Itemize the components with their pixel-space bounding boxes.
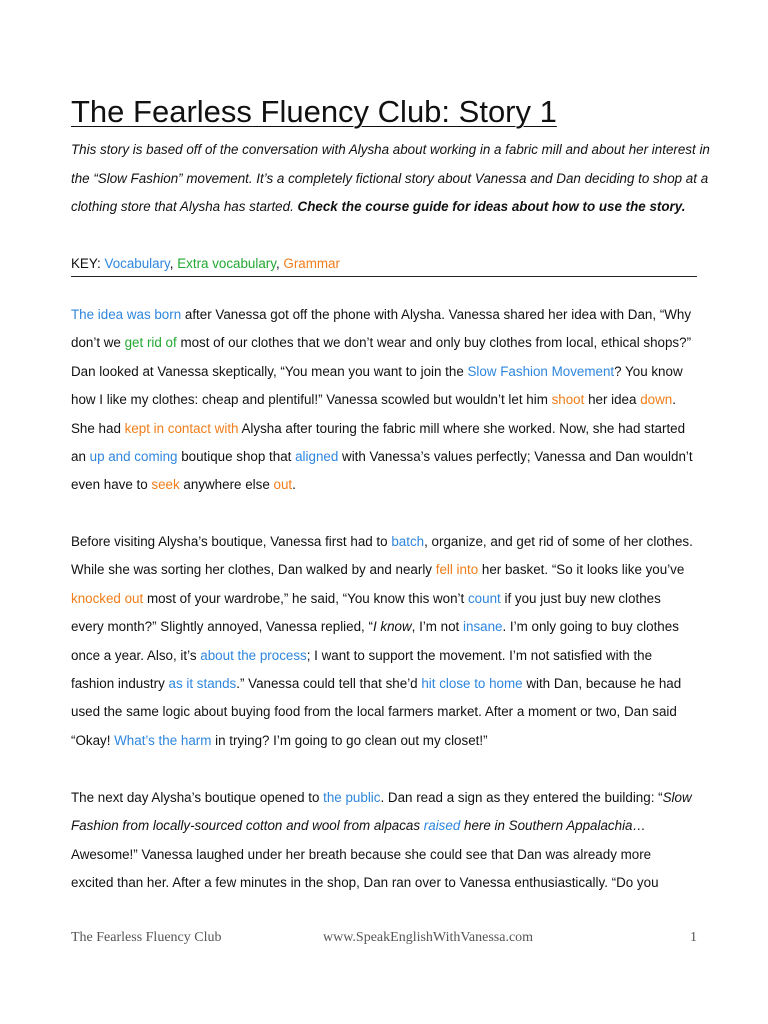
story-paragraph-1 — [71, 301, 697, 500]
story-text: . Dan read a sign as they entered the building: “ — [380, 790, 663, 805]
vocabulary-term: about the process — [200, 647, 307, 663]
italic-text: Slow Fashion from locally-sourced cotton and wool from alpacas — [71, 790, 692, 834]
vocabulary-term: batch — [391, 534, 425, 549]
story-text: , organize, and get rid of some of her clothes. While she was sorting her clothes, Dan walked by and nearly — [71, 534, 693, 578]
key-vocabulary: Vocabulary — [104, 256, 170, 271]
story-text: Awesome!” Vanessa laughed under her breath because she could see that Dan was already more excited than her. After a few minutes in the shop, Dan ran over to Vanessa enthusiastically. “Do you — [71, 846, 659, 891]
grammar-term: fell into — [435, 562, 479, 578]
key-grammar: Grammar — [283, 256, 340, 271]
italic-text: here in Southern Appalachia… — [460, 818, 646, 834]
paragraph-body — [71, 301, 697, 500]
intro-bold-text: Check the course guide for ideas about how to use the story. — [297, 199, 686, 215]
story-text: The next day Alysha’s boutique opened to — [71, 790, 324, 805]
grammar-term: down — [640, 392, 673, 408]
header-divider — [71, 276, 697, 277]
grammar-term: out — [273, 477, 293, 493]
story-text: with Dan, because he had used the same logic about buying food from the local farmers market. After a moment or two, Dan said “Okay! — [71, 676, 682, 748]
vocabulary-term: count — [467, 590, 501, 606]
story-text: in trying? I’m going to go clean out my closet!” — [211, 732, 488, 748]
story-text: . I’m only going to buy clothes once a year. Also, it’s — [71, 619, 679, 663]
grammar-term: shoot — [551, 392, 585, 408]
vocabulary-term: as it stands — [168, 676, 237, 692]
paragraph-body — [71, 784, 697, 898]
story-text: .” Vanessa could tell that she’d — [236, 676, 422, 692]
intro-paragraph — [71, 136, 711, 222]
grammar-term: knocked out — [71, 590, 144, 606]
vocabulary-term: The idea was born — [71, 307, 182, 322]
vocabulary-term: Slow Fashion Movement — [467, 363, 615, 379]
story-text: with Vanessa’s values perfectly; Vanessa and Dan wouldn’t even have to — [71, 449, 693, 493]
vocabulary-term: insane — [463, 619, 503, 635]
vocabulary-term: aligned — [295, 449, 339, 465]
story-text: . — [292, 477, 296, 493]
story-paragraph-2 — [71, 528, 697, 755]
vocabulary-term: hit close to home — [421, 676, 523, 692]
story-text: ? You know how I like my clothes: cheap and plentiful!” Vanessa scowled but wouldn’t let him — [71, 363, 683, 408]
story-text: if you just buy new clothes every month?” Slightly annoyed, Vanessa replied, “ — [71, 590, 661, 635]
vocabulary-term: What’s the harm — [114, 732, 212, 748]
story-text: after Vanessa got off the phone with Alysha. Vanessa shared her idea with Dan, “Why don’t we — [71, 307, 692, 351]
page-number: 1 — [690, 930, 697, 945]
intro-text: This story is based off of the conversation with Alysha about working in a fabric mill and about her interest in the “Slow Fashion” movement. It’s a completely fictional story about Vanessa and Dan deciding to shop at a clothing store that Alysha has started. — [71, 142, 710, 215]
story-text: most of your wardrobe,” he said, “You know this won’t — [143, 590, 468, 606]
paragraph-body — [71, 528, 697, 755]
story-text: her basket. “So it looks like you’ve — [478, 562, 685, 578]
story-text: . She had — [71, 392, 676, 436]
key-extra-vocabulary: Extra vocabulary — [177, 256, 276, 271]
story-text: her idea — [584, 392, 641, 408]
key-separator: , — [169, 256, 178, 271]
story-text: anywhere else — [179, 477, 274, 493]
story-text: boutique shop that — [177, 449, 296, 465]
story-text: , I’m not — [411, 619, 464, 635]
vocabulary-term: up and coming — [89, 449, 178, 465]
story-text: ; I want to support the movement. I’m not satisfied with the fashion industry — [71, 647, 653, 692]
vocabulary-term: raised — [423, 818, 461, 834]
story-text: Alysha after touring the fabric mill where she worked. Now, she had started an — [71, 420, 686, 465]
extra-vocabulary-term: get rid of — [124, 335, 177, 351]
vocabulary-term: the public — [323, 790, 381, 805]
footer-club-name: The Fearless Fluency Club — [71, 930, 222, 945]
key-separator: , — [275, 256, 284, 271]
story-paragraph-3 — [71, 784, 697, 898]
footer-website: www.SpeakEnglishWithVanessa.com — [323, 930, 534, 945]
key-label: KEY: — [71, 256, 105, 271]
color-key — [71, 253, 340, 275]
italic-text: I know — [372, 619, 412, 635]
grammar-term: kept in contact with — [124, 420, 239, 436]
story-text: Before visiting Alysha’s boutique, Vanessa first had to — [71, 534, 392, 549]
story-text: most of our clothes that we don’t wear and only buy clothes from local, ethical shops?” Dan looked at Vanessa skeptically, “You mean you want to join the — [71, 335, 692, 379]
document-title: The Fearless Fluency Club: Story 1 — [71, 94, 557, 129]
grammar-term: seek — [151, 477, 180, 493]
